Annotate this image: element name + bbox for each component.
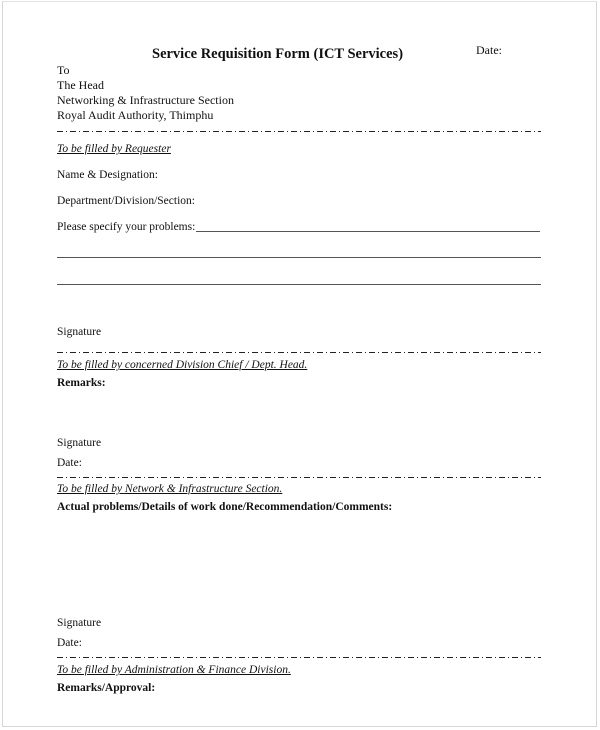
name-designation-label: Name & Designation: [57,169,158,181]
requester-section-heading: To be filled by Requester [57,143,171,155]
division-date-label: Date: [57,457,82,469]
department-label: Department/Division/Section: [57,195,195,207]
network-date-label: Date: [57,637,82,649]
address-section: Networking & Infrastructure Section [57,93,234,107]
section-divider [57,477,541,478]
division-remarks-label: Remarks: [57,377,106,389]
address-recipient: The Head [57,78,104,92]
division-chief-section-heading: To be filled by concerned Division Chief / Dept. Head. [57,359,308,371]
section-divider [57,352,541,353]
problems-input-line-3[interactable] [57,284,541,285]
admin-finance-section-heading: To be filled by Administration & Finance Division. [57,664,291,676]
division-signature-label: Signature [57,437,102,449]
address-organization: Royal Audit Authority, Thimphu [57,108,214,122]
problems-input-line-2[interactable] [57,257,541,258]
requester-signature-label: Signature [57,326,102,338]
date-label-top: Date: [476,43,502,57]
form-title: Service Requisition Form (ICT Services) [152,46,404,62]
network-section-heading: To be filled by Network & Infrastructure Section. [57,483,283,495]
section-divider [57,131,541,132]
network-signature-label: Signature [57,617,102,629]
problems-input-line-1[interactable] [196,231,540,232]
section-divider [57,657,541,658]
work-details-label: Actual problems/Details of work done/Recommendation/Comments: [57,501,393,513]
address-to: To [57,63,70,77]
problems-label: Please specify your problems: [57,221,196,233]
approval-remarks-label: Remarks/Approval: [57,682,156,694]
